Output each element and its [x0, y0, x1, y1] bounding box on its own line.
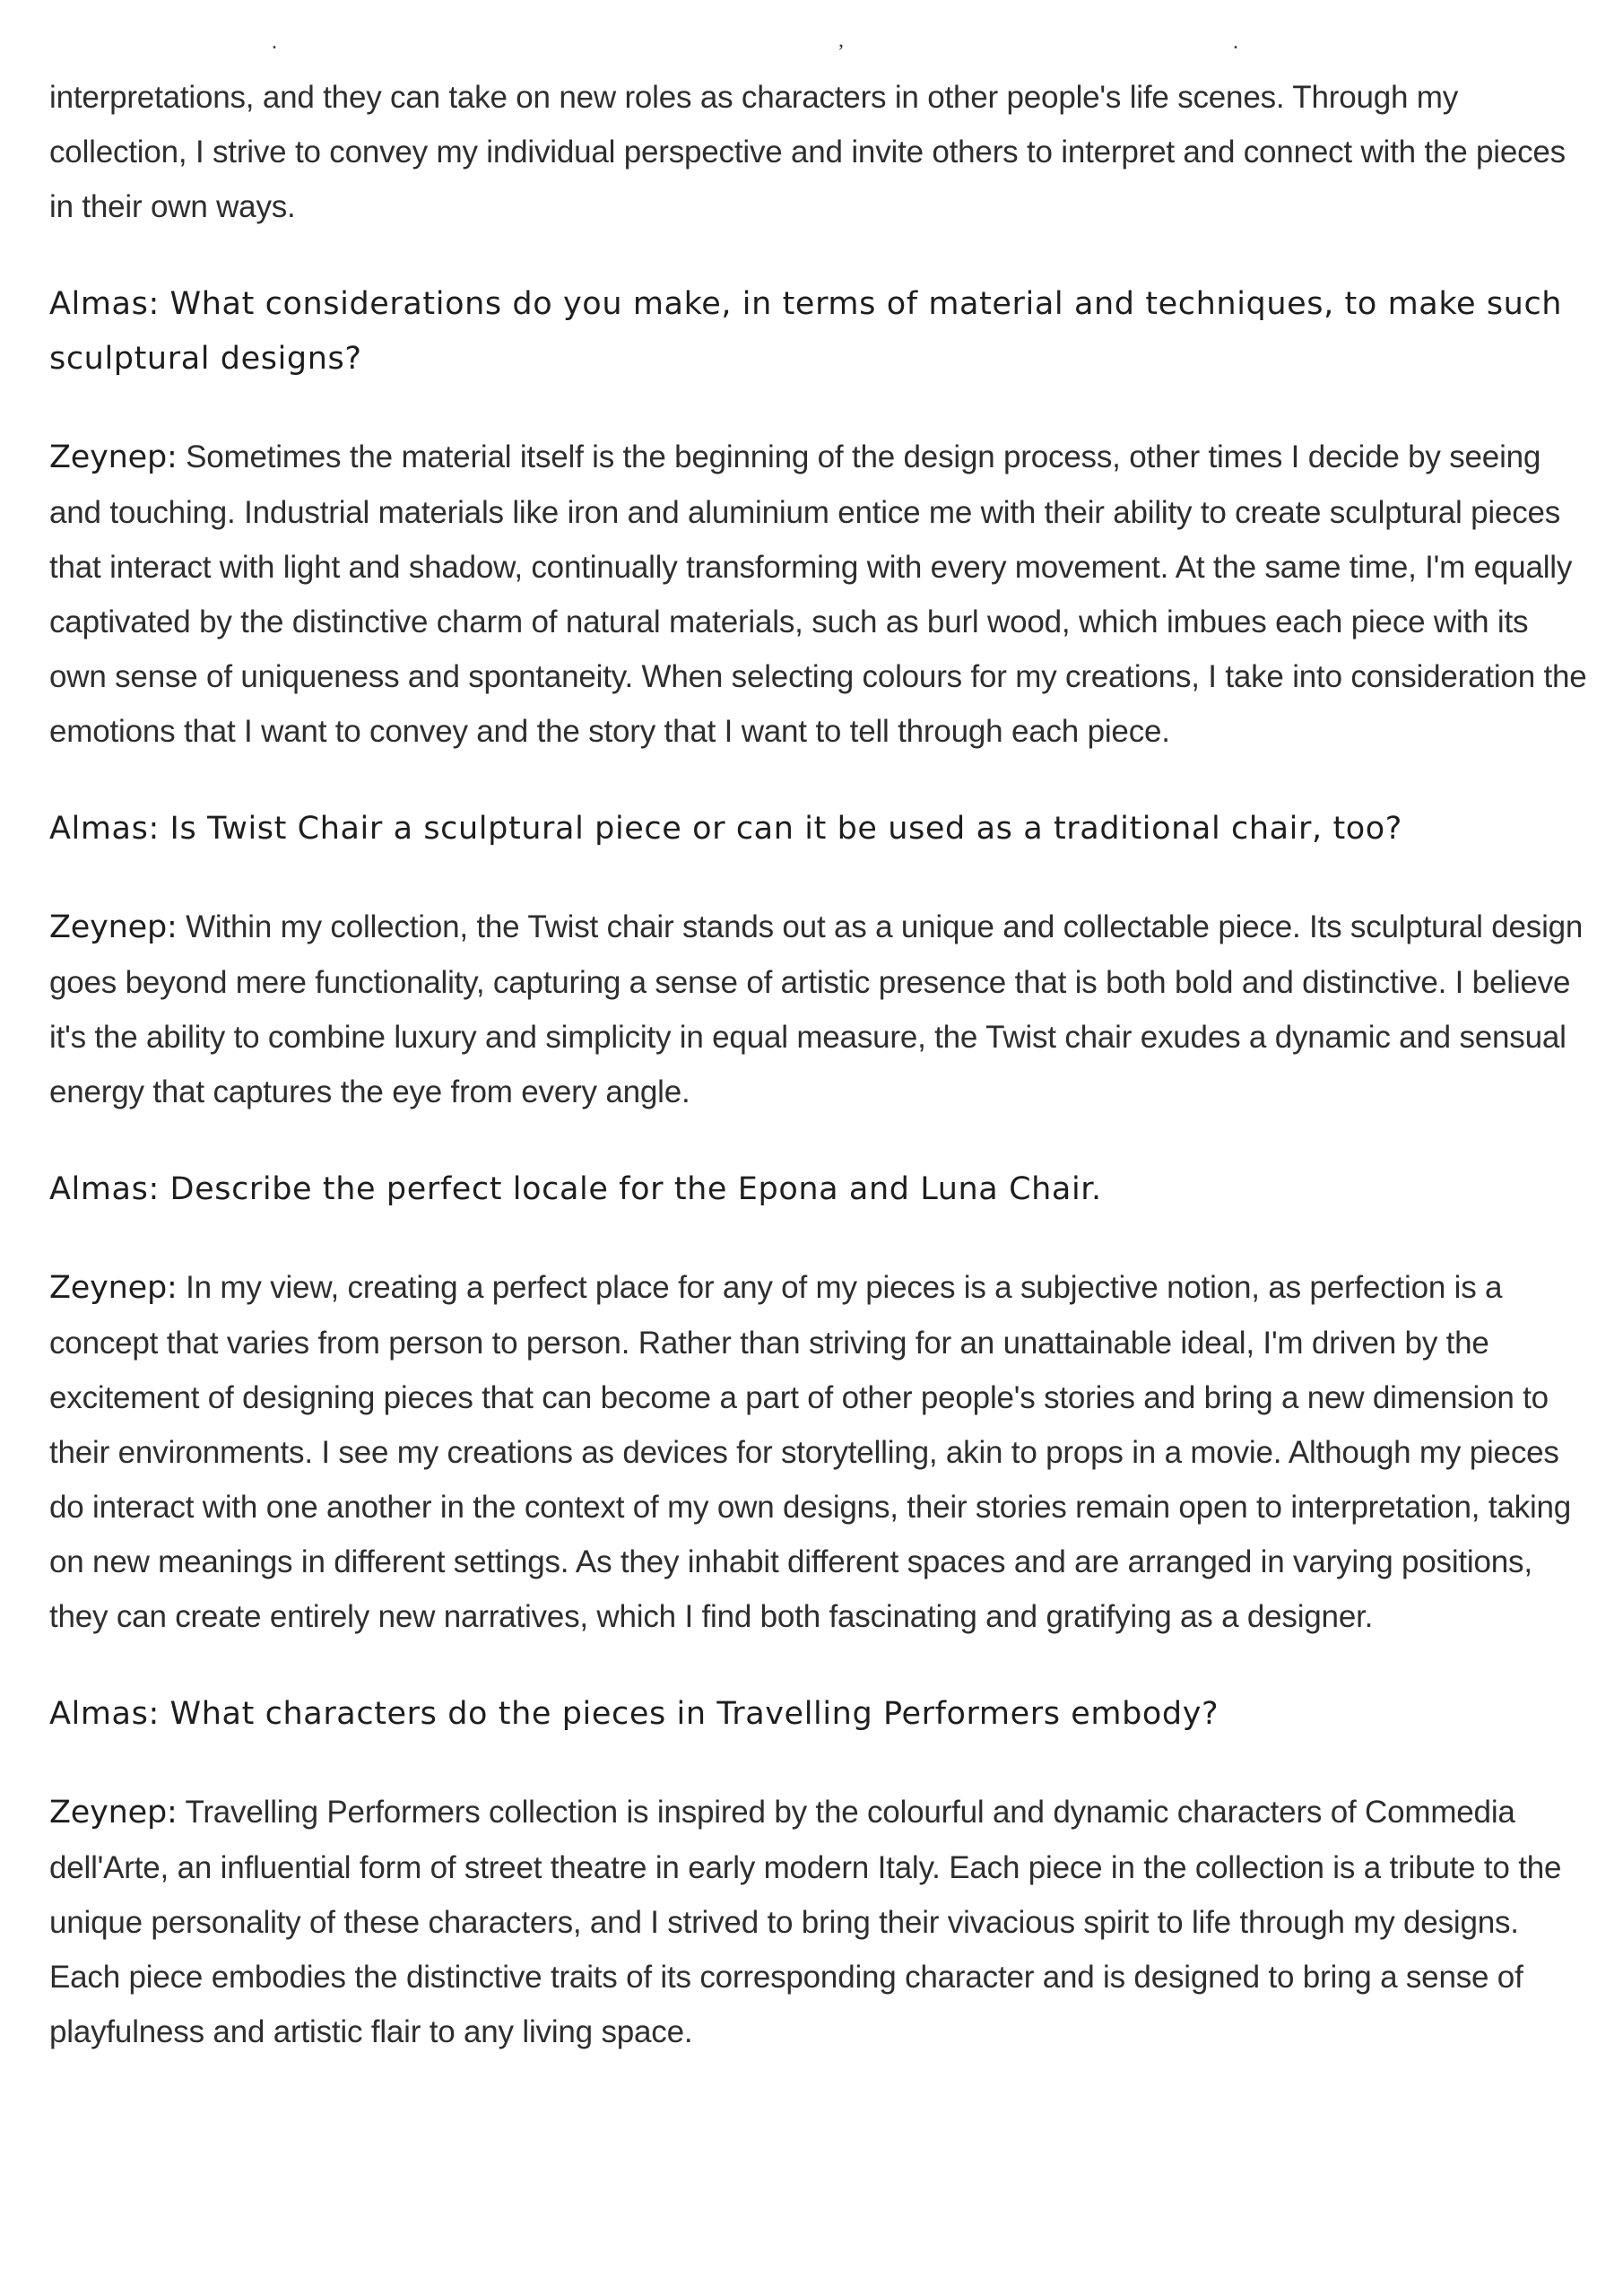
- question-3: Almas: Describe the perfect locale for the Epona and Luna Chair.: [49, 1171, 1102, 1207]
- answer-2-text: Within my collection, the Twist chair stands out as a unique and collectable piece. Its sculptural design goes beyond mere functionality, capturing a sense of artistic presence that is both bold and distinctive. I believe it's the ability to combine luxury and simplicity in equal measure, the Twist chair exudes a dynamic and sensual energy that captures the eye from every angle.: [49, 909, 1584, 1109]
- answer-3-text: In my view, creating a perfect place for any of my pieces is a subjective notion, as perfection is a concept that varies from person to person. Rather than striving for an unattainable ideal, I'm driven by the excitement of designing pieces that can become a part of other people's stories and bring a new dimension to their environments. I see my creations as devices for storytelling, akin to props in a movie. Although my pieces do interact with one another in the context of my own designs, their stories remain open to interpretation, taking on new meanings in different settings. As they inhabit different spaces and are arranged in varying positions, they can create entirely new narratives, which I find both fascinating and gratifying as a designer.: [49, 1270, 1572, 1634]
- answer-1-text: Sometimes the material itself is the beginning of the design process, other times I decide by seeing and touching. Industrial materials like iron and aluminium entice me with their ability to create sculptural pieces that interact with light and shadow, continually transforming with every movement. At the same time, I'm equally captivated by the distinctive charm of natural materials, such as burl wood, which imbues each piece with its own sense of uniqueness and spontaneity. When selecting colours for my creations, I take into consideration the emotions that I want to convey and the story that I want to tell through each piece.: [49, 439, 1587, 749]
- question-4: Almas: What characters do the pieces in Travelling Performers embody?: [49, 1696, 1219, 1732]
- question-1: Almas: What considerations do you make, in terms of material and techniques, to make such sculptural designs?: [49, 286, 1563, 377]
- answer-4: [49, 1785, 1592, 2059]
- answer-4-speaker: Zeynep:: [49, 1795, 178, 1831]
- answer-2-speaker: Zeynep:: [49, 909, 178, 945]
- article-body: [49, 70, 1592, 2102]
- cropped-previous-line: . , .: [272, 29, 1238, 54]
- question-2: Almas: Is Twist Chair a sculptural piece or can it be used as a traditional chair, too?: [49, 811, 1402, 847]
- answer-2: [49, 900, 1592, 1119]
- answer-3-speaker: Zeynep:: [49, 1270, 178, 1306]
- answer-4-text: Travelling Performers collection is inspired by the colourful and dynamic characters of Commedia dell'Arte, an influential form of street theatre in early modern Italy. Each piece in the collection is a tribute to the unique personality of these characters, and I strived to bring their vivacious spirit to life through my designs. Each piece embodies the distinctive traits of its corresponding character and is designed to bring a sense of playfulness and artistic flair to any living space.: [49, 1795, 1562, 2049]
- answer-3: [49, 1260, 1592, 1644]
- intro-paragraph-tail: interpretations, and they can take on new roles as characters in other people's life scenes. Through my collection, I strive to convey my individual perspective and invite others to interpret and connect with the pieces in their own ways.: [49, 80, 1566, 224]
- answer-1: [49, 430, 1592, 759]
- answer-1-speaker: Zeynep:: [49, 439, 178, 475]
